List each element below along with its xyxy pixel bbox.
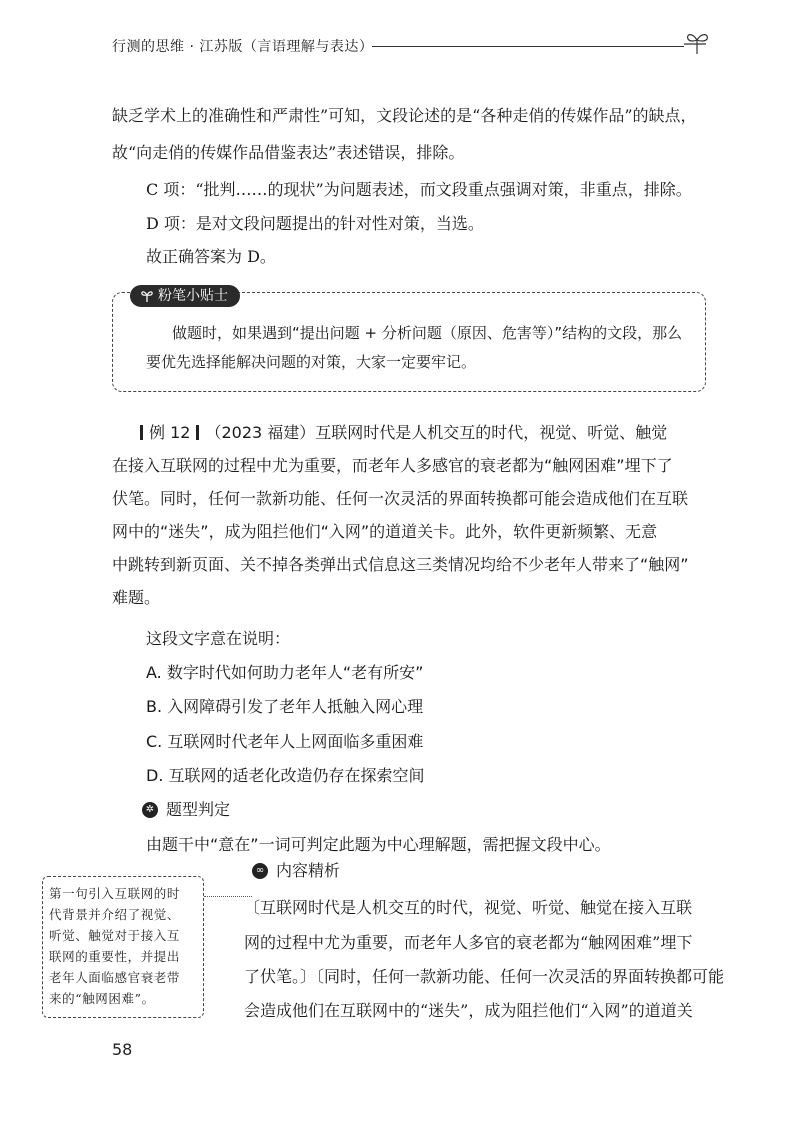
analysis-line-2: 故“向走俏的传媒作品借鉴表达”表述错误，排除。	[112, 143, 465, 162]
example-marker-left	[140, 425, 143, 440]
gear-icon: ✲	[142, 802, 158, 818]
side-note-line: 来的“触网困难”。	[49, 991, 155, 1006]
running-header-title: 行测的思维 · 江苏版（言语理解与表达）	[112, 39, 374, 55]
tip-label-tab	[130, 285, 240, 307]
type-section-title: 题型判定	[166, 800, 231, 819]
tip-label: 粉笔小贴士	[158, 288, 228, 304]
example-label: 例 12	[149, 423, 191, 442]
example-line-2: 在接入互联网的过程中尤为重要，而老年人多感官的衰老都为“触网困难”埋下了	[112, 456, 673, 475]
content-line-2: 网的过程中尤为重要，而老年人多官的衰老都为“触网困难”埋下	[244, 933, 693, 952]
example-question: 这段文字意在说明：	[146, 629, 291, 648]
example-marker-right	[196, 425, 199, 440]
option-d: D. 互联网的适老化改造仍存在探索空间	[146, 766, 425, 785]
tip-line-2: 要优先选择能解决问题的对策，大家一定要牢记。	[146, 353, 477, 371]
option-a: A. 数字时代如何助力老年人“老有所安”	[146, 663, 424, 682]
content-line-4: 会造成他们在互联网中的“迷失”，成为阻拦他们“入网”的道道关	[244, 1001, 693, 1020]
side-note-line: 联网的重要性，并提出	[49, 949, 181, 964]
option-b: B. 入网障碍引发了老年人抵触入网心理	[146, 697, 424, 716]
page-number: 58	[112, 1040, 133, 1059]
example-line-5: 中跳转到新页面、关不掉各类弹出式信息这三类情况均给不少老年人带来了“触网”	[112, 555, 689, 574]
note-connector	[204, 896, 252, 913]
example-line-6: 难题。	[112, 588, 161, 607]
content-line-1-text: 互联网时代是人机交互的时代，视觉、听觉、触觉在接入互联	[260, 898, 693, 917]
side-note-line: 老年人面临感官衰老带	[49, 970, 181, 985]
tip-line-1: 做题时，如果遇到“提出问题 + 分析问题（原因、危害等）”结构的文段，那么	[172, 324, 683, 342]
content-line-3: 了伏笔。〕〔同时，任何一款新功能、任何一次灵活的界面转换都可能	[244, 967, 725, 986]
side-note-line: 代背景并介绍了视觉、	[49, 907, 181, 922]
option-c: C. 互联网时代老年人上网面临多重困难	[146, 732, 424, 751]
example-line-4: 网中的“迷失”，成为阻拦他们“入网”的道道关卡。此外，软件更新频繁、无意	[112, 522, 658, 541]
side-note-box	[42, 876, 204, 1018]
type-section-text: 由题干中“意在”一词可判定此题为中心理解题，需把握文段中心。	[146, 835, 611, 854]
side-note-line: 第一句引入互联网的时	[49, 886, 181, 901]
analysis-option-c: C 项：“批判……的现状”为问题表述，而文段重点强调对策，非重点，排除。	[146, 180, 692, 199]
example-line-3: 伏笔。同时，任何一款新功能、任何一次灵活的界面转换都可能会造成他们在互联	[112, 489, 689, 508]
example-line-1	[134, 422, 667, 444]
link-icon: ∞	[252, 863, 268, 879]
sprout-small-icon	[140, 289, 154, 303]
analysis-answer: 故正确答案为 D。	[146, 247, 276, 266]
side-note-line: 听觉、触觉对于接入互	[49, 928, 181, 943]
analysis-option-d: D 项：是对文段问题提出的针对性对策，当选。	[146, 214, 484, 233]
example-line-1-text: （2023 福建）互联网时代是人机交互的时代，视觉、听觉、触觉	[205, 423, 668, 442]
content-line-1	[244, 897, 692, 919]
header-rule	[372, 46, 684, 47]
sprout-icon	[680, 28, 714, 56]
analysis-line-1: 缺乏学术上的准确性和严肃性”可知，文段论述的是“各种走俏的传媒作品”的缺点，	[112, 106, 697, 125]
content-section-title: 内容精析	[276, 861, 341, 880]
open-bracket: 〔	[244, 898, 261, 917]
